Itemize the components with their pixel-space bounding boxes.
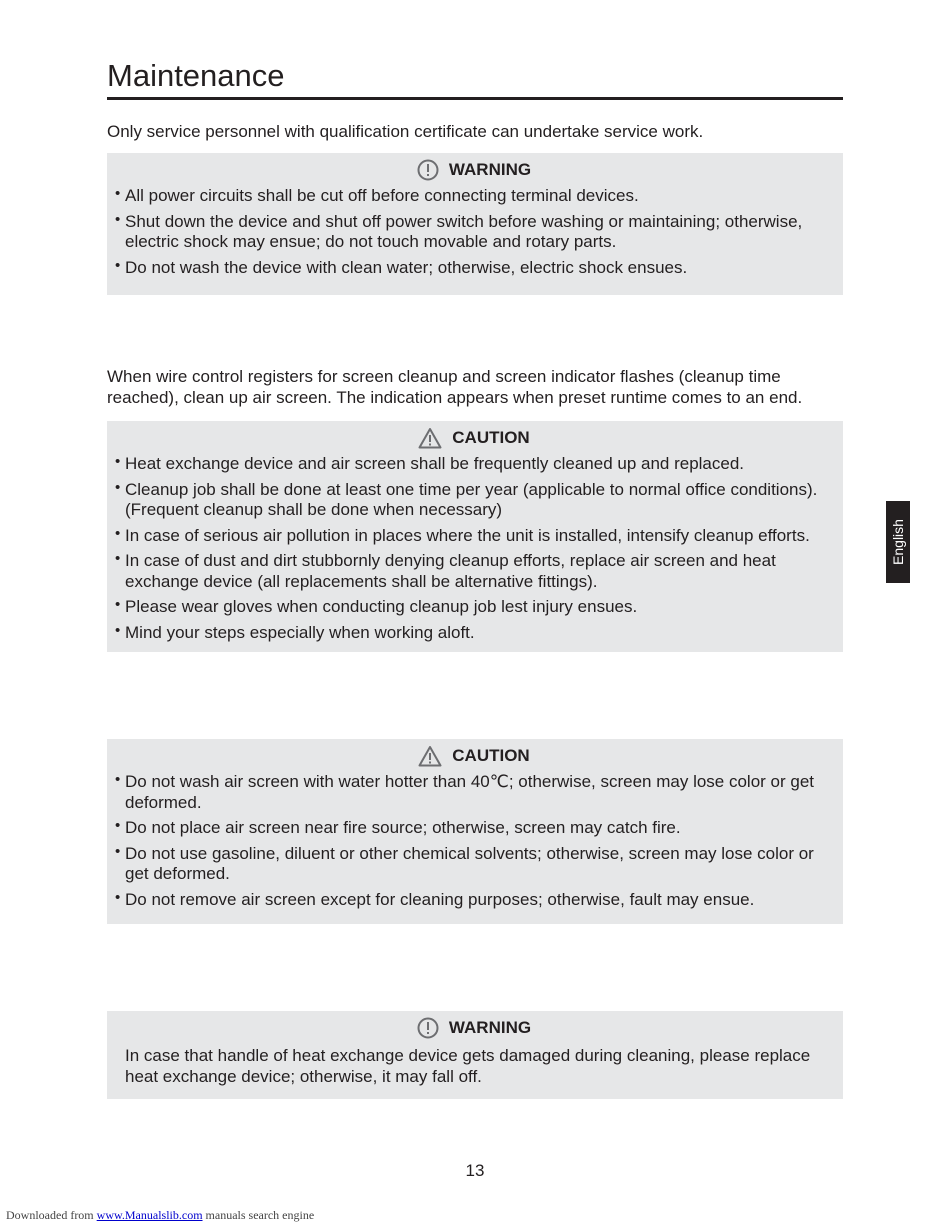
caution-heading-label: CAUTION bbox=[452, 746, 530, 765]
list-item: • In case of serious air pollution in places where the unit is installed, intensify cleanup efforts. bbox=[115, 526, 833, 547]
warning-box-power bbox=[107, 153, 843, 295]
caution-list bbox=[115, 772, 833, 910]
title-divider bbox=[107, 97, 843, 100]
caution-heading-label: CAUTION bbox=[452, 428, 530, 447]
warning-heading-label: WARNING bbox=[448, 160, 532, 179]
list-item: • Mind your steps especially when working aloft. bbox=[115, 623, 833, 644]
warning-box-handle bbox=[107, 1011, 843, 1099]
list-item: • Do not wash the device with clean water; otherwise, electric shock ensues. bbox=[115, 258, 833, 279]
caution-box-cleanup bbox=[107, 421, 843, 652]
intro-text: Only service personnel with qualification certificate can undertake service work. bbox=[107, 122, 704, 141]
warning-heading-label: WARNING bbox=[448, 1018, 532, 1037]
caution-list bbox=[115, 454, 833, 643]
warning-triangle-icon bbox=[418, 745, 442, 767]
footer-suffix: manuals search engine bbox=[205, 1208, 315, 1222]
warning-triangle-icon bbox=[418, 427, 442, 449]
manualslib-link[interactable]: www.Manualslib.com bbox=[96, 1208, 203, 1222]
warning-text: In case that handle of heat exchange device gets damaged during cleaning, please replace heat exchange device; otherwise, it may fall off. bbox=[125, 1046, 811, 1086]
language-tab-label: English bbox=[890, 519, 907, 565]
list-item: • Please wear gloves when conducting cleanup job lest injury ensues. bbox=[115, 597, 833, 618]
list-item: • Do not wash air screen with water hotter than 40℃; otherwise, screen may lose color or get deformed. bbox=[115, 772, 833, 813]
warning-heading bbox=[115, 1017, 833, 1039]
list-item: • In case of dust and dirt stubbornly denying cleanup efforts, replace air screen and heat exchange device (all replacements shall be alternative fittings). bbox=[115, 551, 833, 592]
list-item: • Shut down the device and shut off power switch before washing or maintaining; otherwise, electric shock may ensue; do not touch movable and rotary parts. bbox=[115, 212, 833, 253]
list-item: • Heat exchange device and air screen shall be frequently cleaned up and replaced. bbox=[115, 454, 833, 475]
warning-list bbox=[115, 186, 833, 278]
caution-box-air-screen bbox=[107, 739, 843, 924]
list-item: • Do not place air screen near fire source; otherwise, screen may catch fire. bbox=[115, 818, 833, 839]
footer-prefix: Downloaded from bbox=[6, 1208, 94, 1222]
list-item: • Do not remove air screen except for cleaning purposes; otherwise, fault may ensue. bbox=[115, 890, 833, 911]
caution-heading bbox=[115, 745, 833, 767]
list-item: • Do not use gasoline, diluent or other chemical solvents; otherwise, screen may lose color or get deformed. bbox=[115, 844, 833, 885]
footer bbox=[6, 1208, 314, 1223]
exclamation-circle-icon bbox=[417, 1017, 439, 1039]
screen-cleanup-text: When wire control registers for screen cleanup and screen indicator flashes (cleanup time reached), clean up air screen. The indication appears when preset runtime comes to an end. bbox=[107, 367, 803, 407]
warning-heading bbox=[115, 159, 833, 181]
language-tab bbox=[886, 501, 910, 583]
list-item: • Cleanup job shall be done at least one time per year (applicable to normal office conditions). (Frequent cleanup shall be done when necessary) bbox=[115, 480, 833, 521]
exclamation-circle-icon bbox=[417, 159, 439, 181]
page-number: 13 bbox=[465, 1161, 485, 1180]
caution-heading bbox=[115, 427, 833, 449]
page-title: Maintenance bbox=[107, 58, 285, 93]
list-item: • All power circuits shall be cut off before connecting terminal devices. bbox=[115, 186, 833, 207]
